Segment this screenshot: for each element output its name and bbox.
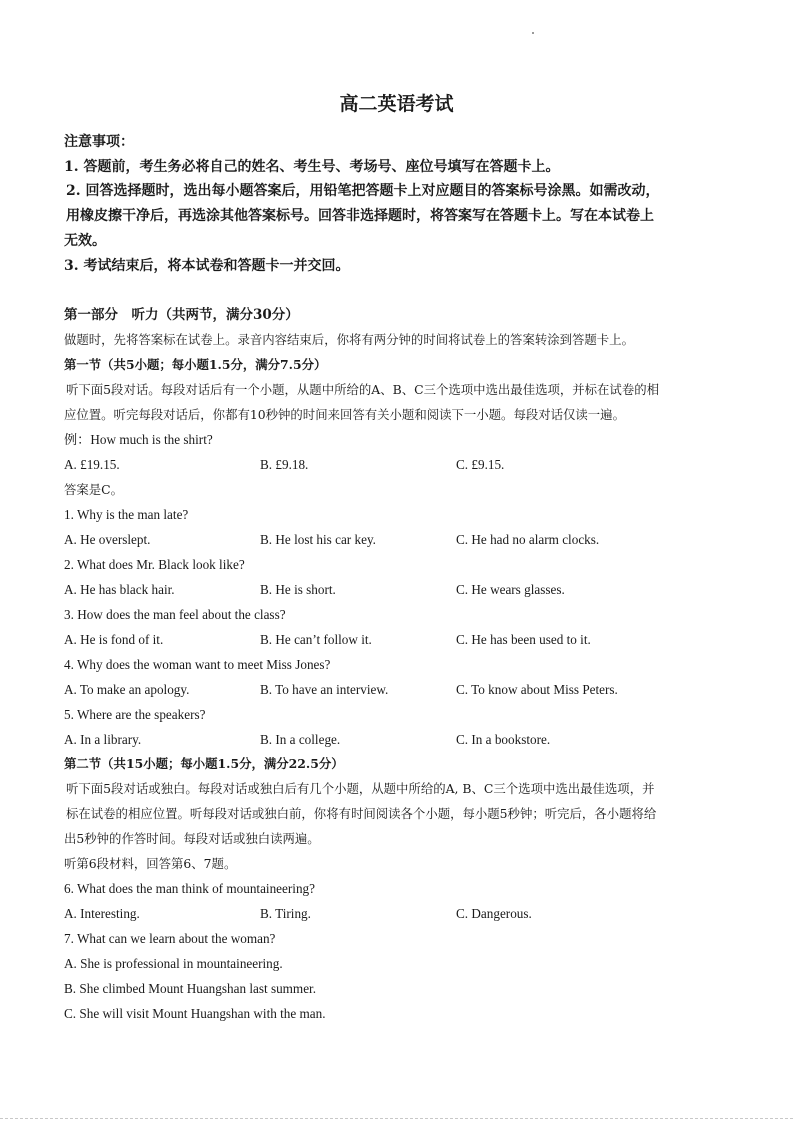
example-option-a: A. £19.15.	[64, 457, 120, 472]
page-bottom-divider	[0, 1118, 793, 1119]
section1-instruction-line: 应位置。听完每段对话后，你都有10秒钟的时间来回答有关小题和阅读下一小题。每段对话仅读一遍。	[64, 407, 625, 422]
question-4: 4. Why does the woman want to meet Miss Jones?	[64, 657, 331, 672]
question-3: 3. How does the man feel about the class?	[64, 607, 286, 622]
question-5: 5. Where are the speakers?	[64, 707, 206, 722]
q7-option-c: C. She will visit Mount Huangshan with the man.	[64, 1006, 326, 1021]
scan-dot	[532, 32, 534, 34]
question-6: 6. What does the man think of mountaineering?	[64, 881, 315, 896]
q2-option-c: C. He wears glasses.	[456, 582, 565, 597]
notice-item-2-end: 无效。	[64, 233, 106, 249]
q5-option-c: C. In a bookstore.	[456, 732, 551, 747]
q5-option-a: A. In a library.	[64, 732, 142, 747]
section2-instruction-line: 标在试卷的相应位置。听每段对话或独白前，你将有时间阅读各个小题，每小题5秒钟；听完后，各小题将给	[66, 806, 657, 821]
q7-option-b: B. She climbed Mount Huangshan last summer.	[64, 981, 317, 996]
example-question: 例：How much is the shirt?	[64, 432, 213, 447]
question-2: 2. What does Mr. Black look like?	[64, 557, 245, 572]
q4-option-c: C. To know about Miss Peters.	[456, 682, 618, 697]
q2-option-b: B. He is short.	[260, 582, 336, 597]
q5-option-b: B. In a college.	[260, 732, 341, 747]
example-option-b: B. £9.18.	[260, 457, 309, 472]
q3-option-a: A. He is fond of it.	[64, 632, 164, 647]
q6-option-b: B. Tiring.	[260, 906, 311, 921]
part1-instruction: 做题时，先将答案标在试卷上。录音内容结束后，你将有两分钟的时间将试卷上的答案转涂到答题卡上。	[64, 332, 634, 347]
section1-instruction-line: 听下面5段对话。每段对话后有一个小题，从题中所给的A、B、C三个选项中选出最佳选项，并标在试卷的相	[66, 382, 659, 397]
section1-heading: 第一节（共5小题；每小题1.5分，满分7.5分）	[64, 357, 327, 372]
example-option-c: C. £9.15.	[456, 457, 505, 472]
material-note: 听第6段材料，回答第6、7题。	[64, 856, 237, 871]
notice-item-2-cont: 用橡皮擦干净后，再选涂其他答案标号。回答非选择题时，将答案写在答题卡上。写在本试卷上	[66, 208, 654, 224]
page-title: 高二英语考试	[339, 93, 454, 115]
q3-option-c: C. He has been used to it.	[456, 632, 591, 647]
part1-heading: 第一部分 听力（共两节，满分30分）	[64, 307, 299, 323]
q4-option-b: B. To have an interview.	[260, 682, 389, 697]
section2-instruction-line: 听下面5段对话或独白。每段对话或独白后有几个小题，从题中所给的A, B、C三个选项中选出最佳选项，并	[66, 781, 655, 796]
q6-option-c: C. Dangerous.	[456, 906, 532, 921]
notice-heading: 注意事项：	[64, 134, 134, 150]
question-7: 7. What can we learn about the woman?	[64, 931, 276, 946]
q6-option-a: A. Interesting.	[64, 906, 140, 921]
q1-option-a: A. He overslept.	[64, 532, 151, 547]
q1-option-c: C. He had no alarm clocks.	[456, 532, 600, 547]
q7-option-a: A. She is professional in mountaineering.	[64, 956, 283, 971]
q2-option-a: A. He has black hair.	[64, 582, 175, 597]
notice-item-3: 3. 考试结束后，将本试卷和答题卡一并交回。	[64, 258, 350, 274]
q4-option-a: A. To make an apology.	[64, 682, 190, 697]
section2-instruction-line: 出5秒钟的作答时间。每段对话或独白读两遍。	[64, 831, 320, 846]
notice-item-2: 2. 回答选择题时，选出每小题答案后，用铅笔把答题卡上对应题目的答案标号涂黑。如需改动，	[66, 183, 660, 199]
q3-option-b: B. He can’t follow it.	[260, 632, 372, 647]
section2-heading: 第二节（共15小题；每小题1.5分，满分22.5分）	[64, 756, 344, 771]
question-1: 1. Why is the man late?	[64, 507, 189, 522]
q1-option-b: B. He lost his car key.	[260, 532, 376, 547]
notice-item-1: 1. 答题前，考生务必将自己的姓名、考生号、考场号、座位号填写在答题卡上。	[64, 159, 560, 175]
example-answer: 答案是C。	[64, 482, 124, 497]
